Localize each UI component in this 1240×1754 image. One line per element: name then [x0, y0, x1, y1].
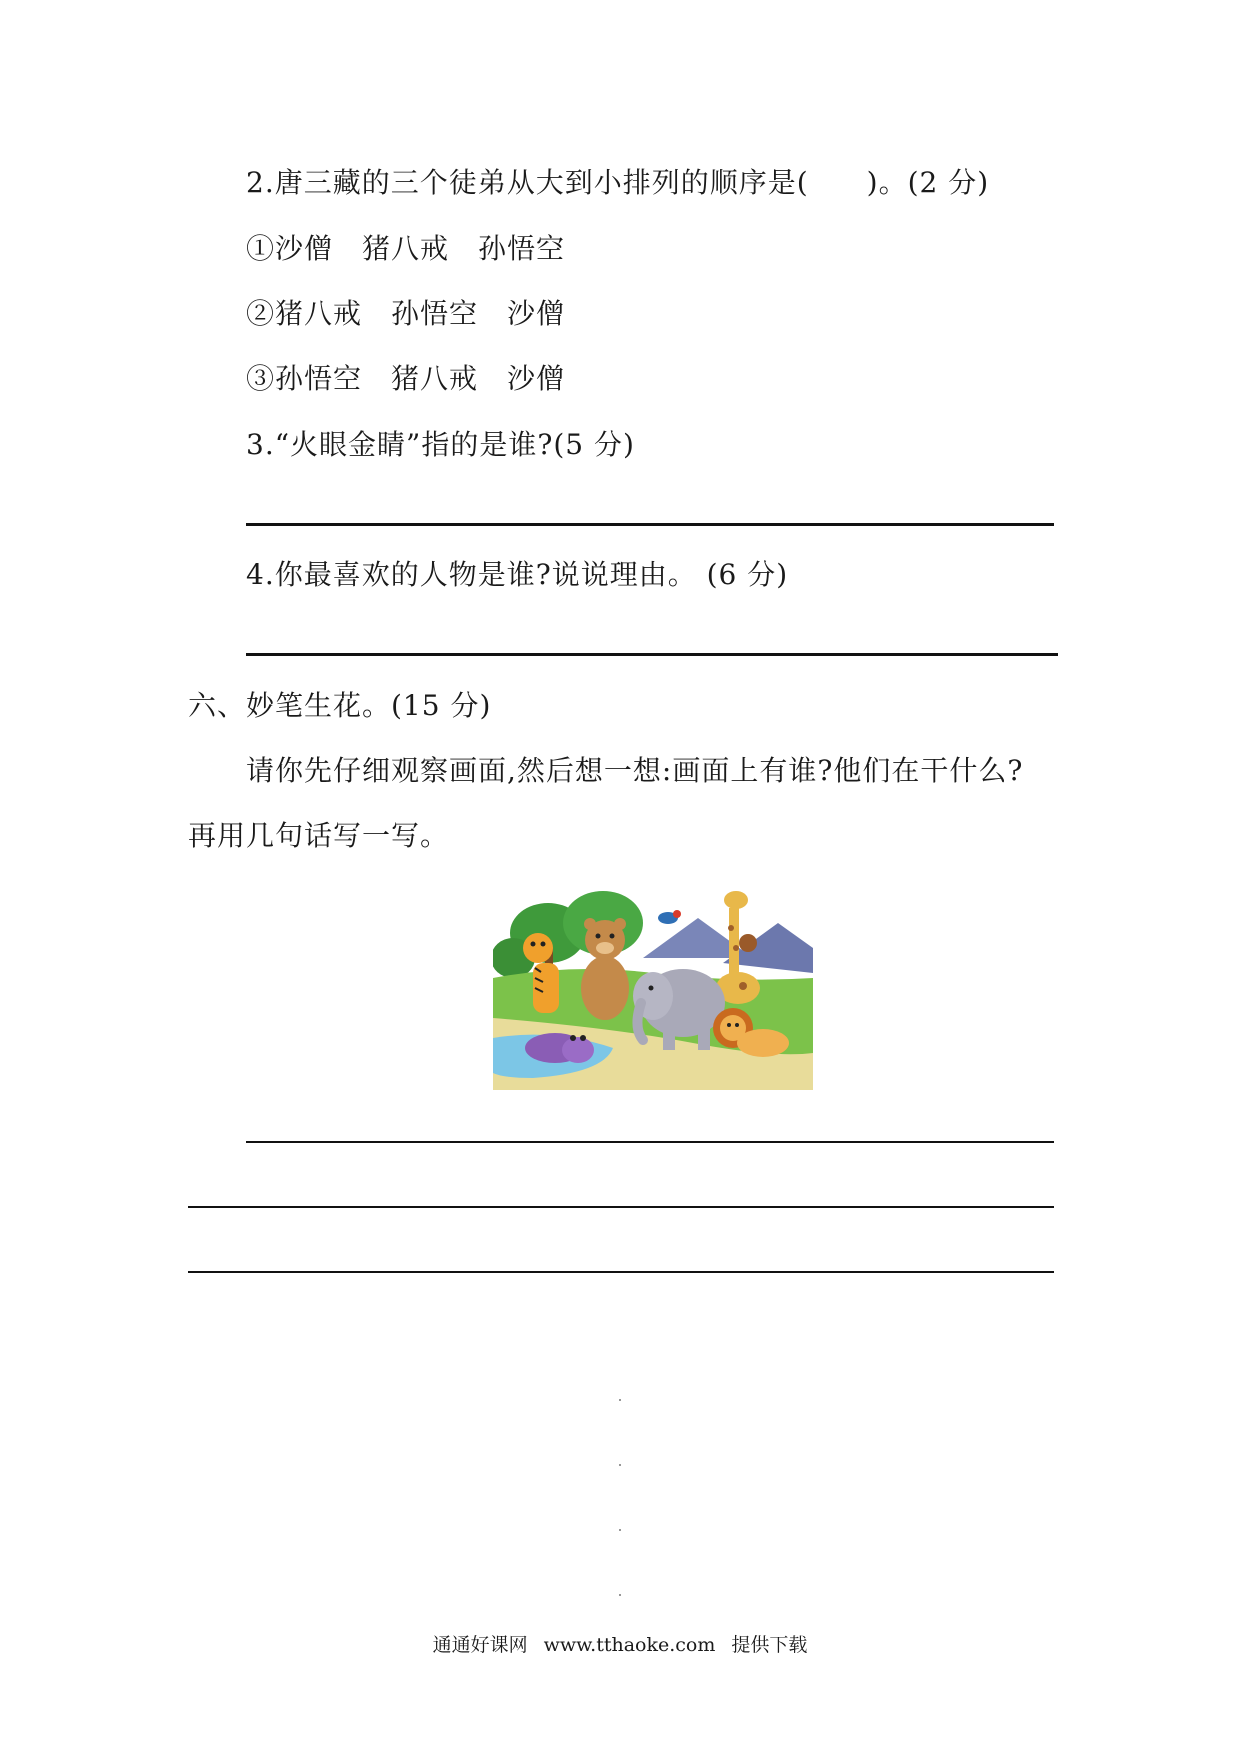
- section-6-instruction-line-2: 再用几句话写一写。: [188, 819, 450, 852]
- section-6-instruction-line-1: 请你先仔细观察画面,然后想一想:画面上有谁?他们在干什么?: [246, 754, 1024, 787]
- faint-dot: [619, 1464, 621, 1466]
- faint-dot: [619, 1399, 621, 1401]
- question-4-answer-line[interactable]: [246, 653, 1058, 656]
- question-2-prompt: 2.唐三藏的三个徒弟从大到小排列的顺序是( )。(2 分): [246, 166, 990, 199]
- writing-line-2[interactable]: [188, 1206, 1054, 1208]
- writing-line-3[interactable]: [188, 1271, 1054, 1273]
- page-footer: [0, 1632, 1240, 1658]
- section-6-heading: 六、妙笔生花。(15 分): [188, 689, 492, 722]
- faint-dot: [619, 1594, 621, 1596]
- question-4-prompt: 4.你最喜欢的人物是谁?说说理由。 (6 分): [246, 558, 789, 591]
- footer-suffix: 提供下载: [731, 1634, 808, 1656]
- faint-dot: [619, 1529, 621, 1531]
- footer-url[interactable]: www.tthaoke.com: [543, 1634, 716, 1656]
- footer-site-name: 通通好课网: [432, 1634, 528, 1656]
- question-2-option-1: ①沙僧 猪八戒 孙悟空: [246, 232, 566, 265]
- question-2-option-2: ②猪八戒 孙悟空 沙僧: [246, 297, 566, 330]
- writing-line-1[interactable]: [246, 1141, 1054, 1143]
- question-3-answer-line[interactable]: [246, 523, 1054, 526]
- question-2-option-3: ③孙悟空 猪八戒 沙僧: [246, 362, 566, 395]
- zoo-animals-illustration-icon: [493, 878, 813, 1090]
- question-3-prompt: 3.“火眼金睛”指的是谁?(5 分): [246, 428, 635, 461]
